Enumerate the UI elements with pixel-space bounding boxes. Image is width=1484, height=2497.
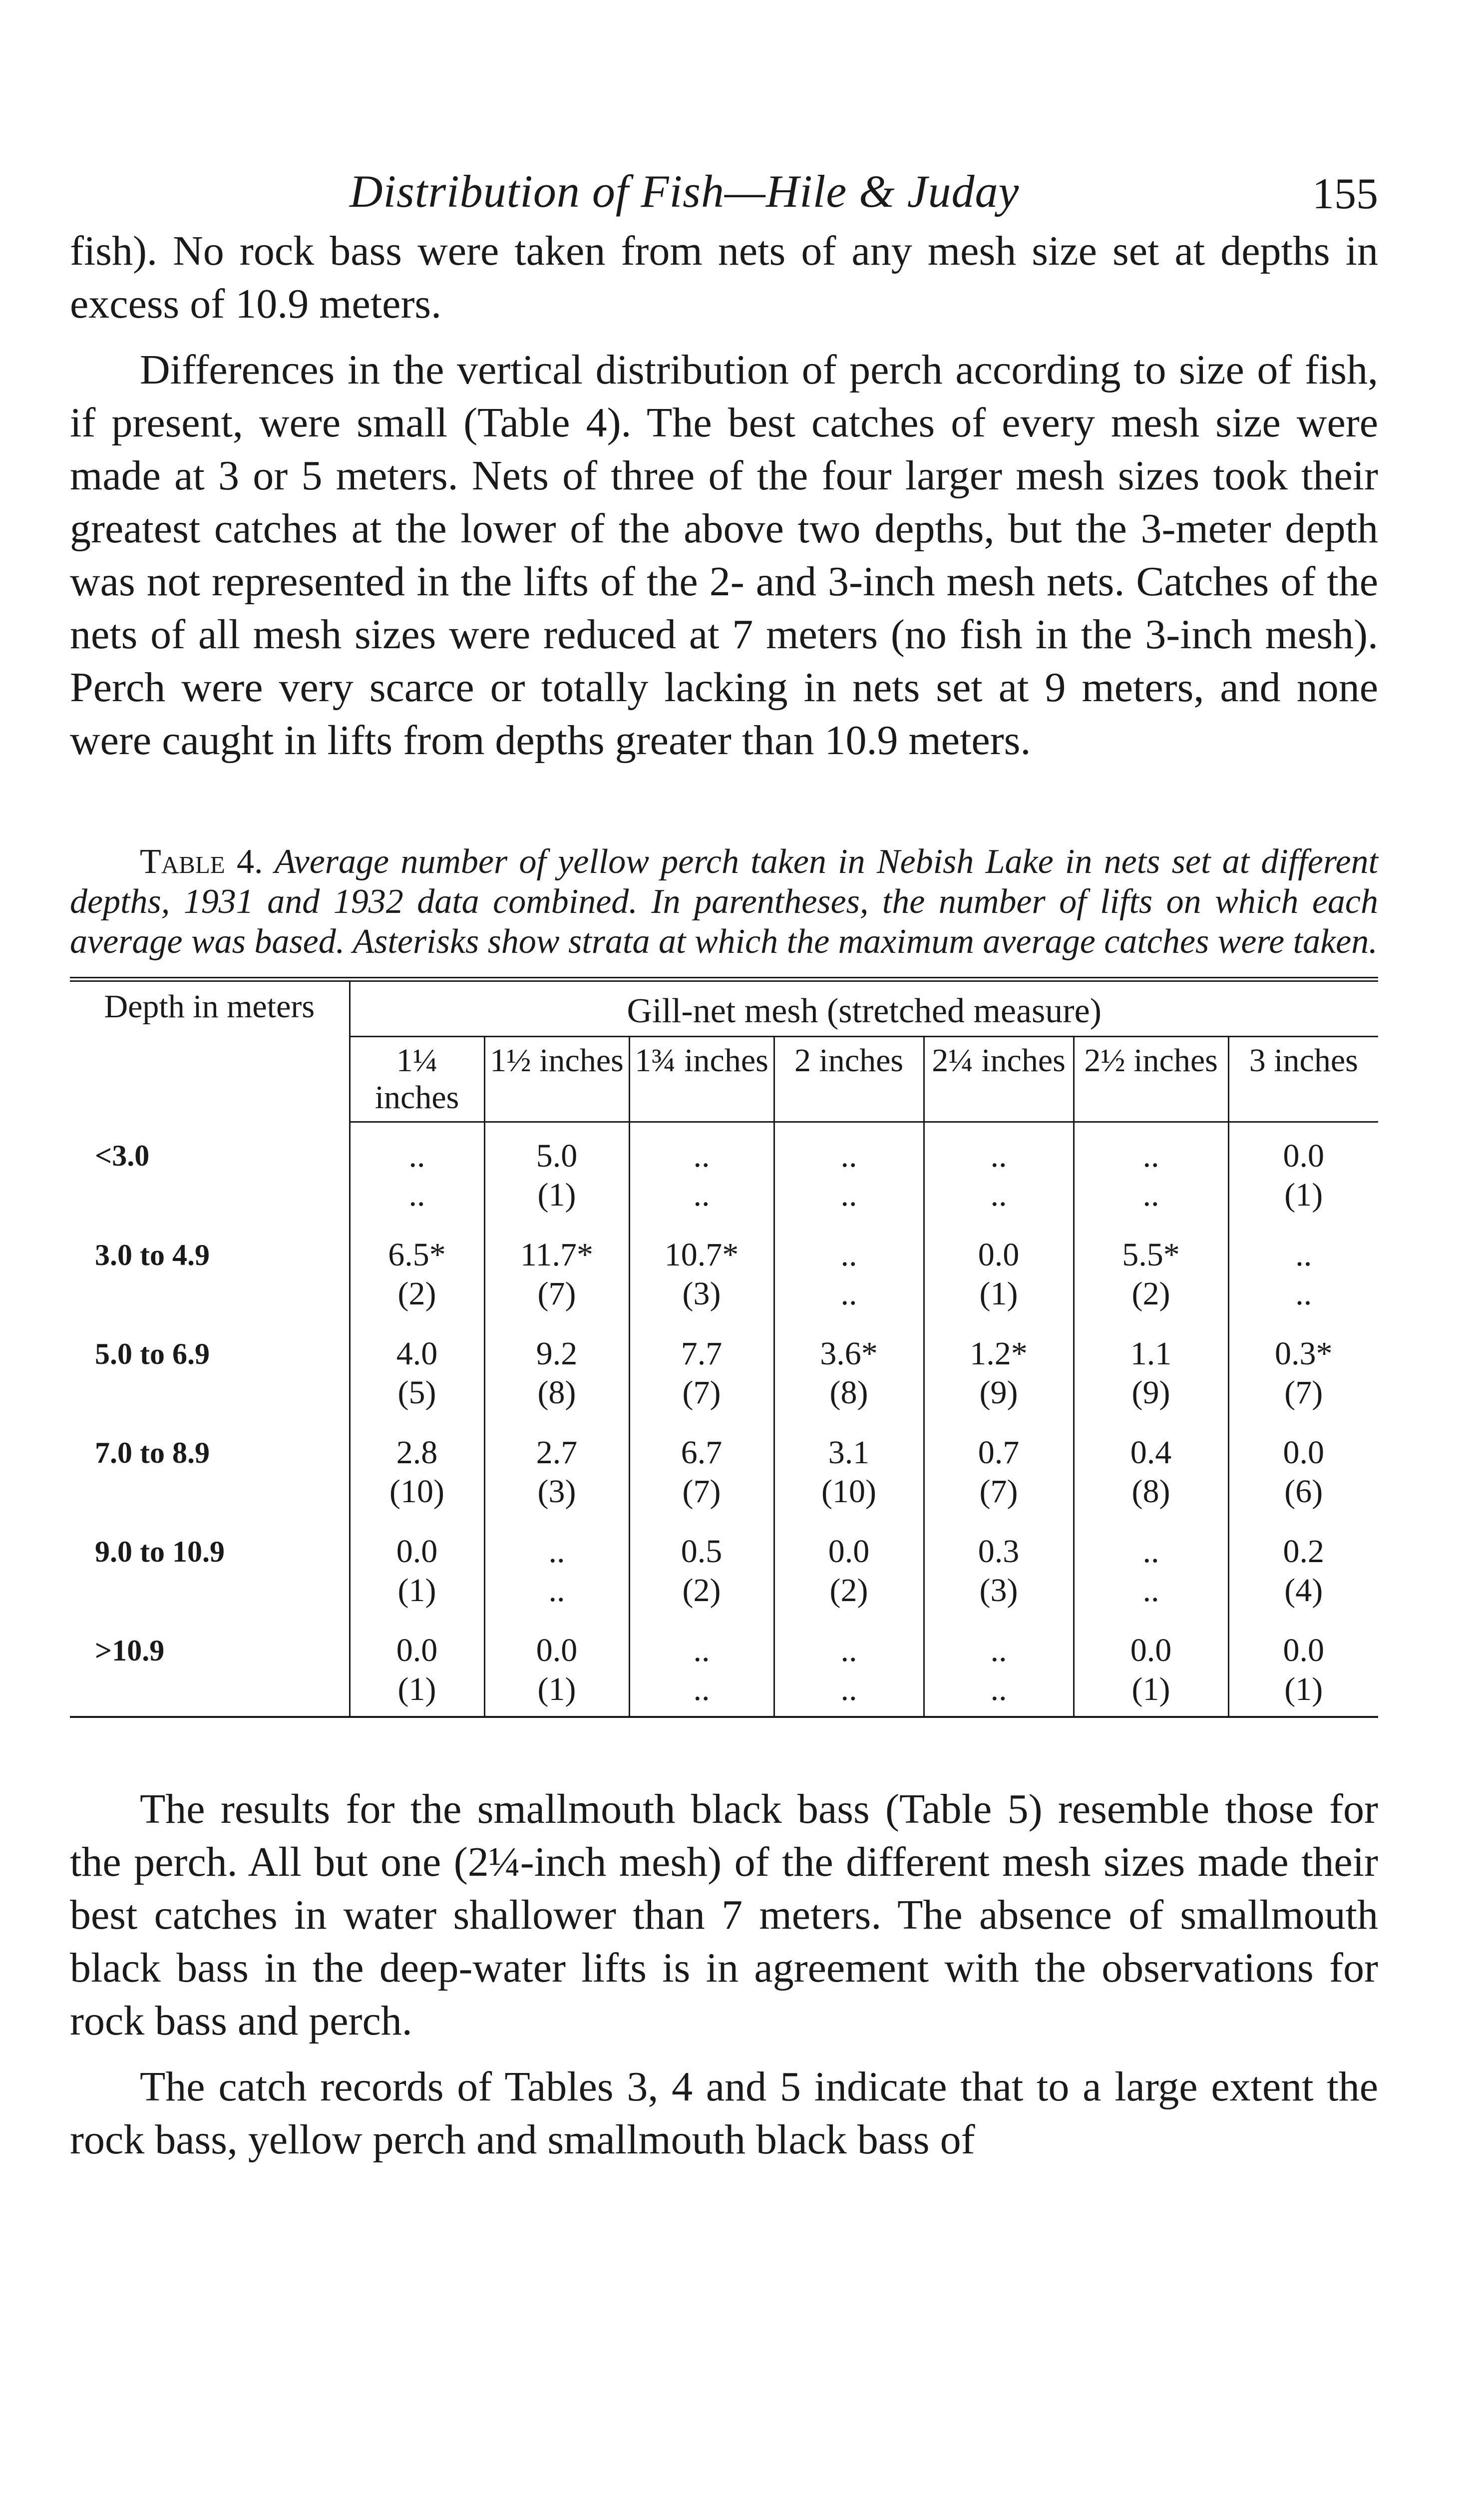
lift-count: .. [1142, 1572, 1159, 1609]
catch-cell [350, 1617, 484, 1717]
catch-cell [924, 1518, 1074, 1617]
table-row [70, 1419, 1378, 1518]
paragraph-continued: fish). No rock bass were taken from nets of any mesh size set at depths in excess of 10.9 meters. [70, 228, 1378, 327]
perch-depth-table [70, 977, 1378, 1718]
average-catch: 1.2* [970, 1335, 1028, 1372]
average-catch: 0.0 [1283, 1632, 1324, 1668]
lift-count: (6) [1284, 1473, 1323, 1510]
average-catch: 2.8 [396, 1434, 438, 1471]
catch-cell [1228, 1122, 1378, 1222]
average-catch: 2.7 [536, 1434, 578, 1471]
body-after-table [70, 1783, 1378, 2166]
catch-cell [484, 1518, 629, 1617]
lift-count: (8) [537, 1374, 576, 1411]
lift-count: (3) [979, 1572, 1018, 1609]
lift-count: (1) [1284, 1671, 1323, 1707]
lift-count: (3) [682, 1275, 721, 1312]
mesh-header: 1½ inches [484, 1037, 629, 1122]
catch-cell [629, 1518, 774, 1617]
lift-count: (1) [397, 1671, 436, 1707]
catch-cell [484, 1617, 629, 1717]
depth-cell: >10.9 [70, 1617, 350, 1717]
catch-cell [350, 1419, 484, 1518]
lift-count: (2) [682, 1572, 721, 1609]
average-catch: 0.4 [1130, 1434, 1172, 1471]
catch-cell [1074, 1222, 1228, 1320]
depth-cell: 9.0 to 10.9 [70, 1518, 350, 1617]
catch-cell [350, 1320, 484, 1419]
catch-cell [1228, 1222, 1378, 1320]
table-body [70, 1122, 1378, 1717]
average-catch: 0.0 [396, 1533, 438, 1570]
average-catch: 6.7 [681, 1434, 723, 1471]
lift-count: (2) [829, 1572, 868, 1609]
catch-cell [924, 1320, 1074, 1419]
average-catch: 6.5* [388, 1237, 446, 1273]
lift-count: .. [548, 1572, 565, 1609]
average-catch: 1.1 [1130, 1335, 1172, 1372]
average-catch: 0.0 [978, 1237, 1020, 1273]
catch-cell [774, 1518, 924, 1617]
lift-count: (7) [682, 1473, 721, 1510]
paragraph-catch-records: The catch records of Tables 3, 4 and 5 indicate that to a large extent the rock bass, yellow perch and smallmouth black bass of [70, 2064, 1378, 2163]
average-catch: 0.7 [978, 1434, 1020, 1471]
depth-cell: 3.0 to 4.9 [70, 1222, 350, 1320]
average-catch: 9.2 [536, 1335, 578, 1372]
page [70, 165, 1378, 2166]
catch-cell [1228, 1617, 1378, 1717]
mesh-header: 2 inches [774, 1037, 924, 1122]
lift-count: (5) [397, 1374, 436, 1411]
lift-count: (4) [1284, 1572, 1323, 1609]
average-catch: .. [693, 1632, 710, 1668]
average-catch: 0.0 [1130, 1632, 1172, 1668]
average-catch: 4.0 [396, 1335, 438, 1372]
lift-count: (2) [1131, 1275, 1170, 1312]
catch-cell [1074, 1320, 1228, 1419]
depth-cell: <3.0 [70, 1122, 350, 1222]
catch-cell [629, 1222, 774, 1320]
average-catch: 0.5 [681, 1533, 723, 1570]
lift-count: (1) [537, 1177, 576, 1213]
average-catch: 3.6* [820, 1335, 878, 1372]
lift-count: .. [990, 1177, 1007, 1213]
catch-cell [629, 1320, 774, 1419]
catch-cell [774, 1320, 924, 1419]
average-catch: .. [693, 1138, 710, 1174]
lift-count: (10) [821, 1473, 876, 1510]
lift-count: (9) [1131, 1374, 1170, 1411]
catch-cell [629, 1419, 774, 1518]
lift-count: .. [840, 1671, 857, 1707]
mesh-header: 1¾ inches [629, 1037, 774, 1122]
catch-cell [1228, 1518, 1378, 1617]
catch-cell [924, 1222, 1074, 1320]
average-catch: 0.0 [1283, 1434, 1324, 1471]
running-title: Distribution of Fish—Hile & Juday [350, 166, 1020, 217]
catch-cell [350, 1518, 484, 1617]
average-catch: .. [990, 1138, 1007, 1174]
average-catch: .. [840, 1237, 857, 1273]
table-label: Table 4. [140, 842, 263, 881]
average-catch: 3.1 [828, 1434, 870, 1471]
catch-cell [774, 1419, 924, 1518]
lift-count: (1) [1284, 1177, 1323, 1213]
lift-count: (10) [389, 1473, 444, 1510]
average-catch: .. [1142, 1533, 1159, 1570]
average-catch: 7.7 [681, 1335, 723, 1372]
mesh-header: 1¼ inches [350, 1037, 484, 1122]
mesh-header: 2¼ inches [924, 1037, 1074, 1122]
catch-cell [1074, 1617, 1228, 1717]
page-number: 155 [1312, 170, 1378, 218]
catch-cell [484, 1419, 629, 1518]
catch-cell [484, 1122, 629, 1222]
lift-count: (1) [397, 1572, 436, 1609]
catch-cell [350, 1122, 484, 1222]
catch-cell [484, 1320, 629, 1419]
average-catch: .. [1142, 1138, 1159, 1174]
table-row [70, 1617, 1378, 1717]
catch-cell [1228, 1320, 1378, 1419]
lift-count: (2) [397, 1275, 436, 1312]
catch-cell [1228, 1419, 1378, 1518]
average-catch: .. [990, 1632, 1007, 1668]
paragraph-smallmouth: The results for the smallmouth black bass (Table 5) resemble those for the perch. All but one (2¼-inch mesh) of the different mesh sizes made their best catches in water shallower than 7 meters. The absence of smallmouth black bass in the deep-water lifts is in agreement with the observations for rock bass and perch. [70, 1786, 1378, 2044]
average-catch: 5.0 [536, 1138, 578, 1174]
depth-cell: 7.0 to 8.9 [70, 1419, 350, 1518]
catch-cell [1074, 1122, 1228, 1222]
average-catch: 0.2 [1283, 1533, 1324, 1570]
lift-count: (8) [1131, 1473, 1170, 1510]
average-catch: 0.0 [828, 1533, 870, 1570]
table-row [70, 1518, 1378, 1617]
table-row [70, 1222, 1378, 1320]
lift-count: (1) [1131, 1671, 1170, 1707]
lift-count: (7) [682, 1374, 721, 1411]
lift-count: .. [840, 1275, 857, 1312]
catch-cell [1074, 1419, 1228, 1518]
lift-count: (1) [537, 1671, 576, 1707]
paragraph-perch-distribution: Differences in the vertical distribution of perch according to size of fish, if present, were small (Table 4). The best catches of every mesh size were made at 3 or 5 meters. Nets of three of the four larger mesh sizes took their greatest catches at the lower of the above two depths, but the 3-meter depth was not represented in the lifts of the 2- and 3-inch mesh nets. Catches of the nets of all mesh sizes were reduced at 7 meters (no fish in the 3-inch mesh). Perch were very scarce or totally lacking in nets set at 9 meters, and none were caught in lifts from depths greater than 10.9 meters. [70, 347, 1378, 764]
catch-cell [924, 1617, 1074, 1717]
average-catch: 0.3* [1275, 1335, 1333, 1372]
average-catch: .. [840, 1138, 857, 1174]
catch-cell [350, 1222, 484, 1320]
mesh-header: 3 inches [1228, 1037, 1378, 1122]
lift-count: .. [990, 1671, 1007, 1707]
table-caption-text: Average number of yellow perch taken in Nebish Lake in nets set at different depths, 1931 and 1932 data combined. In parentheses, the number of lifts on which each average was based. Asterisks show strata at which the maximum average catches were taken. [70, 842, 1378, 961]
lift-count: (7) [979, 1473, 1018, 1510]
lift-count: (7) [1284, 1374, 1323, 1411]
average-catch: .. [548, 1533, 565, 1570]
catch-cell [1074, 1518, 1228, 1617]
average-catch: 11.7* [520, 1237, 594, 1273]
depth-cell: 5.0 to 6.9 [70, 1320, 350, 1419]
average-catch: 5.5* [1122, 1237, 1180, 1273]
lift-count: .. [693, 1671, 710, 1707]
lift-count: .. [1295, 1275, 1312, 1312]
average-catch: 10.7* [664, 1237, 739, 1273]
catch-cell [629, 1122, 774, 1222]
lift-count: (1) [979, 1275, 1018, 1312]
average-catch: .. [1295, 1237, 1312, 1273]
lift-count: (3) [537, 1473, 576, 1510]
average-catch: 0.3 [978, 1533, 1020, 1570]
average-catch: .. [840, 1632, 857, 1668]
catch-cell [484, 1222, 629, 1320]
lift-count: .. [840, 1177, 857, 1213]
depth-column-header: Depth in meters [70, 982, 350, 1122]
lift-count: .. [408, 1177, 425, 1213]
catch-cell [774, 1122, 924, 1222]
catch-cell [774, 1222, 924, 1320]
table-row [70, 1320, 1378, 1419]
table-caption [70, 842, 1378, 962]
mesh-header: 2½ inches [1074, 1037, 1228, 1122]
table-row [70, 1122, 1378, 1222]
mesh-group-header: Gill-net mesh (stretched measure) [350, 982, 1378, 1037]
lift-count: .. [1142, 1177, 1159, 1213]
lift-count: (9) [979, 1374, 1018, 1411]
catch-cell [774, 1617, 924, 1717]
lift-count: .. [693, 1177, 710, 1213]
average-catch: 0.0 [396, 1632, 438, 1668]
average-catch: .. [408, 1138, 425, 1174]
catch-cell [629, 1617, 774, 1717]
lift-count: (8) [829, 1374, 868, 1411]
catch-cell [924, 1419, 1074, 1518]
lift-count: (7) [537, 1275, 576, 1312]
average-catch: 0.0 [536, 1632, 578, 1668]
running-head [70, 165, 1378, 225]
catch-cell [924, 1122, 1074, 1222]
average-catch: 0.0 [1283, 1138, 1324, 1174]
